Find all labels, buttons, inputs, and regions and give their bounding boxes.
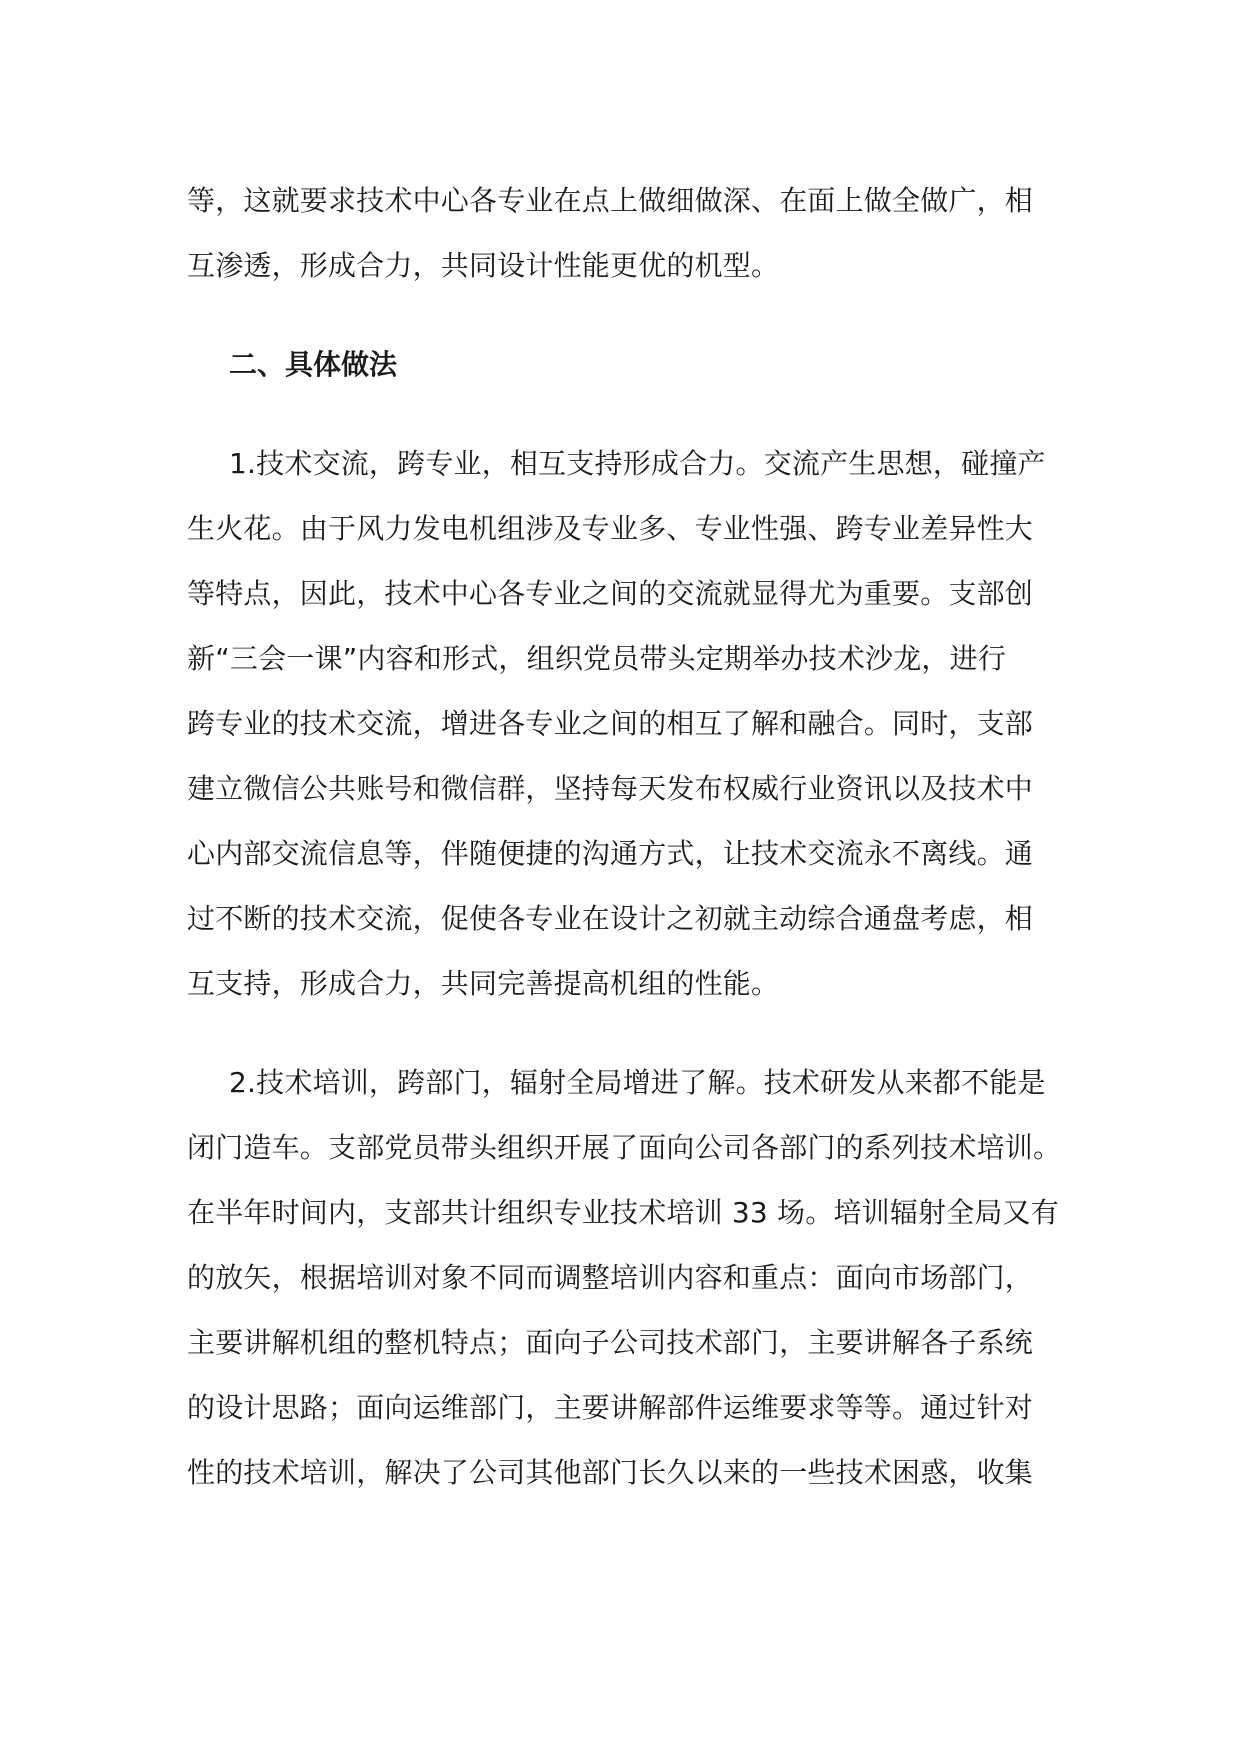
text-line: 主要讲解机组的整机特点；面向子公司技术部门，主要讲解各子系统 — [187, 1326, 1034, 1359]
text-line: 心内部交流信息等，伴随便捷的沟通方式，让技术交流永不离线。通 — [187, 837, 1034, 870]
text-line: 2.技术培训，跨部门，辐射全局增进了解。技术研发从来都不能是 — [229, 1066, 1046, 1099]
text-line: 新“三会一课”内容和形式，组织党员带头定期举办技术沙龙，进行 — [187, 642, 1007, 675]
paragraph-technical-exchange — [187, 431, 1047, 1016]
paragraph-intro — [187, 168, 1047, 298]
paragraph-technical-training — [187, 1050, 1062, 1505]
text-line: 等特点，因此，技术中心各专业之间的交流就显得尤为重要。支部创 — [187, 577, 1034, 610]
text-line: 建立微信公共账号和微信群，坚持每天发布权威行业资讯以及技术中 — [187, 772, 1034, 805]
text-line: 的放矢，根据培训对象不同而调整培训内容和重点：面向市场部门， — [187, 1261, 1034, 1294]
text-line: 互渗透，形成合力，共同设计性能更优的机型。 — [187, 249, 780, 282]
document-body — [187, 168, 1062, 1505]
text-line: 性的技术培训，解决了公司其他部门长久以来的一些技术困惑，收集 — [187, 1456, 1034, 1489]
text-line: 等，这就要求技术中心各专业在点上做细做深、在面上做全做广，相 — [187, 184, 1034, 217]
text-line: 的设计思路；面向运维部门，主要讲解部件运维要求等等。通过针对 — [187, 1391, 1034, 1424]
text-line: 闭门造车。支部党员带头组织开展了面向公司各部门的系列技术培训。 — [187, 1131, 1062, 1164]
paragraph-spacer — [187, 397, 1047, 431]
text-line: 1.技术交流，跨专业，相互支持形成合力。交流产生思想，碰撞产 — [229, 447, 1046, 480]
section-heading: 二、具体做法 — [229, 348, 398, 381]
text-line: 过不断的技术交流，促使各专业在设计之初就主动综合通盘考虑，相 — [187, 902, 1034, 935]
text-line: 互支持，形成合力，共同完善提高机组的性能。 — [187, 967, 780, 1000]
paragraph-spacer — [187, 1016, 1047, 1050]
paragraph-spacer — [187, 298, 1047, 332]
text-line: 在半年时间内，支部共计组织专业技术培训 33 场。培训辐射全局又有 — [187, 1196, 1060, 1229]
text-line: 生火花。由于风力发电机组涉及专业多、专业性强、跨专业差异性大 — [187, 512, 1034, 545]
text-line: 跨专业的技术交流，增进各专业之间的相互了解和融合。同时，支部 — [187, 707, 1034, 740]
